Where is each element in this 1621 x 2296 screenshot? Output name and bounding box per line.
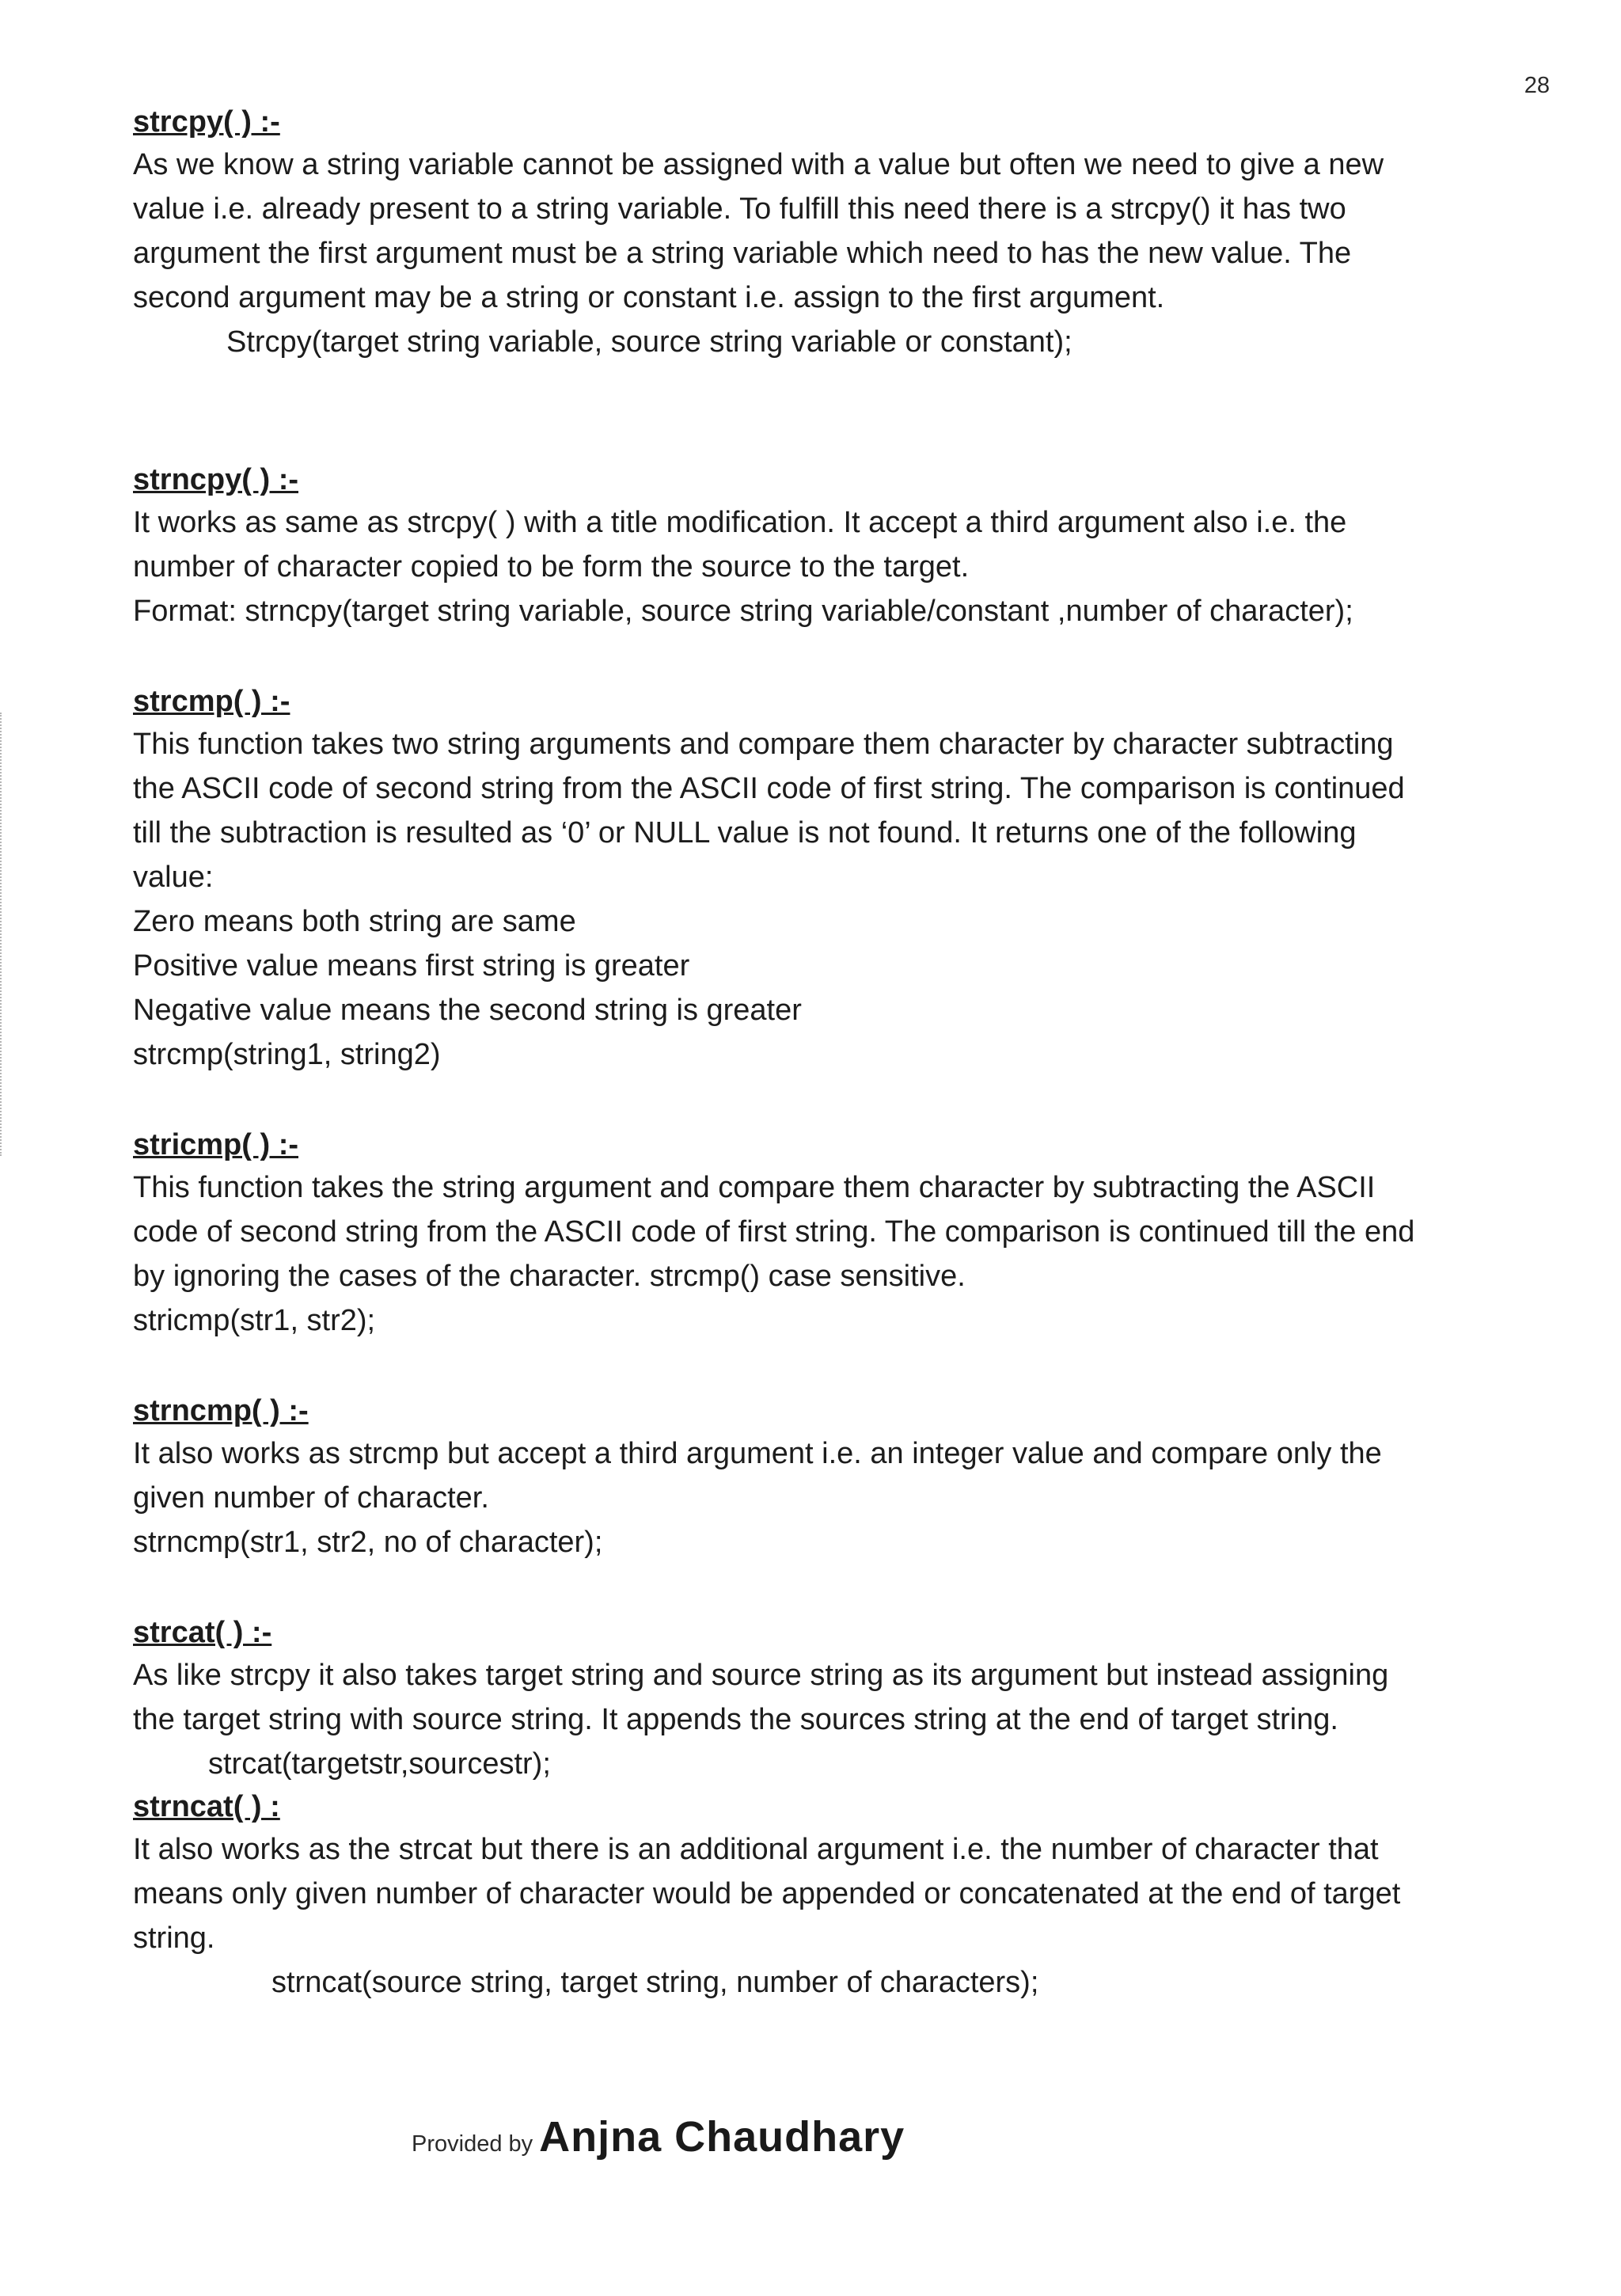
section-strcmp — [133, 681, 1526, 1077]
body-line: As we know a string variable cannot be assigned with a value but often we need to give a new — [133, 148, 1384, 181]
body-line: string. — [133, 1922, 215, 1955]
body-line: argument the first argument must be a string variable which need to has the new value. The — [133, 237, 1352, 270]
body-line: It also works as strcmp but accept a third argument i.e. an integer value and compare only the — [133, 1437, 1382, 1470]
body-line: given number of character. — [133, 1481, 489, 1515]
section-heading: strcat( ) :- — [133, 1616, 272, 1649]
body-line: This function takes the string argument and compare them character by subtracting the ASCII — [133, 1171, 1376, 1204]
body-line: As like strcpy it also takes target string and source string as its argument but instead assigning — [133, 1659, 1389, 1692]
body-line: Zero means both string are same — [133, 905, 576, 938]
section-heading: strcmp( ) :- — [133, 685, 290, 718]
body-line: means only given number of character would be appended or concatenated at the end of target — [133, 1877, 1401, 1910]
syntax-line: Strcpy(target string variable, source string variable or constant); — [226, 325, 1072, 359]
body-line: the ASCII code of second string from the ASCII code of first string. The comparison is continued — [133, 772, 1405, 805]
body-line: second argument may be a string or constant i.e. assign to the first argument. — [133, 281, 1165, 314]
section-stricmp — [133, 1124, 1526, 1343]
section-strcat — [133, 1612, 1526, 1786]
body-line: the target string with source string. It appends the sources string at the end of target string. — [133, 1703, 1338, 1736]
body-line: number of character copied to be form the source to the target. — [133, 550, 970, 584]
section-heading: strncat( ) : — [133, 1790, 280, 1823]
section-strcpy — [133, 101, 1526, 364]
syntax-line: strncat(source string, target string, number of characters); — [271, 1966, 1039, 1999]
section-strncat — [133, 1786, 1526, 2005]
body-line: till the subtraction is resulted as ‘0’ or NULL value is not found. It returns one of the following — [133, 816, 1357, 850]
section-strncpy — [133, 459, 1526, 633]
section-heading: strncpy( ) :- — [133, 463, 298, 496]
body-line: It works as same as strcpy( ) with a title modification. It accept a third argument also i.e. the — [133, 506, 1347, 539]
body-line: This function takes two string arguments and compare them character by character subtracting — [133, 728, 1394, 761]
syntax-line: Format: strncpy(target string variable, source string variable/constant ,number of character); — [133, 595, 1353, 628]
syntax-line: stricmp(str1, str2); — [133, 1304, 376, 1337]
body-line: value: — [133, 861, 214, 894]
syntax-line: strncmp(str1, str2, no of character); — [133, 1526, 603, 1559]
section-heading: stricmp( ) :- — [133, 1128, 298, 1161]
section-heading: strcpy( ) :- — [133, 105, 280, 139]
syntax-line: strcmp(string1, string2) — [133, 1038, 441, 1071]
syntax-line: strcat(targetstr,sourcestr); — [208, 1747, 551, 1781]
body-line: by ignoring the cases of the character. strcmp() case sensitive. — [133, 1260, 966, 1293]
page-number: 28 — [1524, 73, 1550, 98]
body-line: Positive value means first string is greater — [133, 949, 690, 983]
page-footer — [412, 2112, 905, 2161]
page-content — [133, 101, 1526, 2005]
body-line: code of second string from the ASCII code of first string. The comparison is continued till the end — [133, 1215, 1415, 1249]
section-heading: strncmp( ) :- — [133, 1394, 309, 1427]
body-line: Negative value means the second string is greater — [133, 994, 802, 1027]
footer-prefix: Provided by — [412, 2131, 533, 2157]
section-strncmp — [133, 1390, 1526, 1564]
scan-margin-marks — [0, 713, 17, 1156]
body-line: value i.e. already present to a string variable. To fulfill this need there is a strcpy() it has two — [133, 192, 1346, 226]
body-line: It also works as the strcat but there is an additional argument i.e. the number of character that — [133, 1833, 1379, 1866]
footer-author: Anjna Chaudhary — [539, 2113, 905, 2161]
